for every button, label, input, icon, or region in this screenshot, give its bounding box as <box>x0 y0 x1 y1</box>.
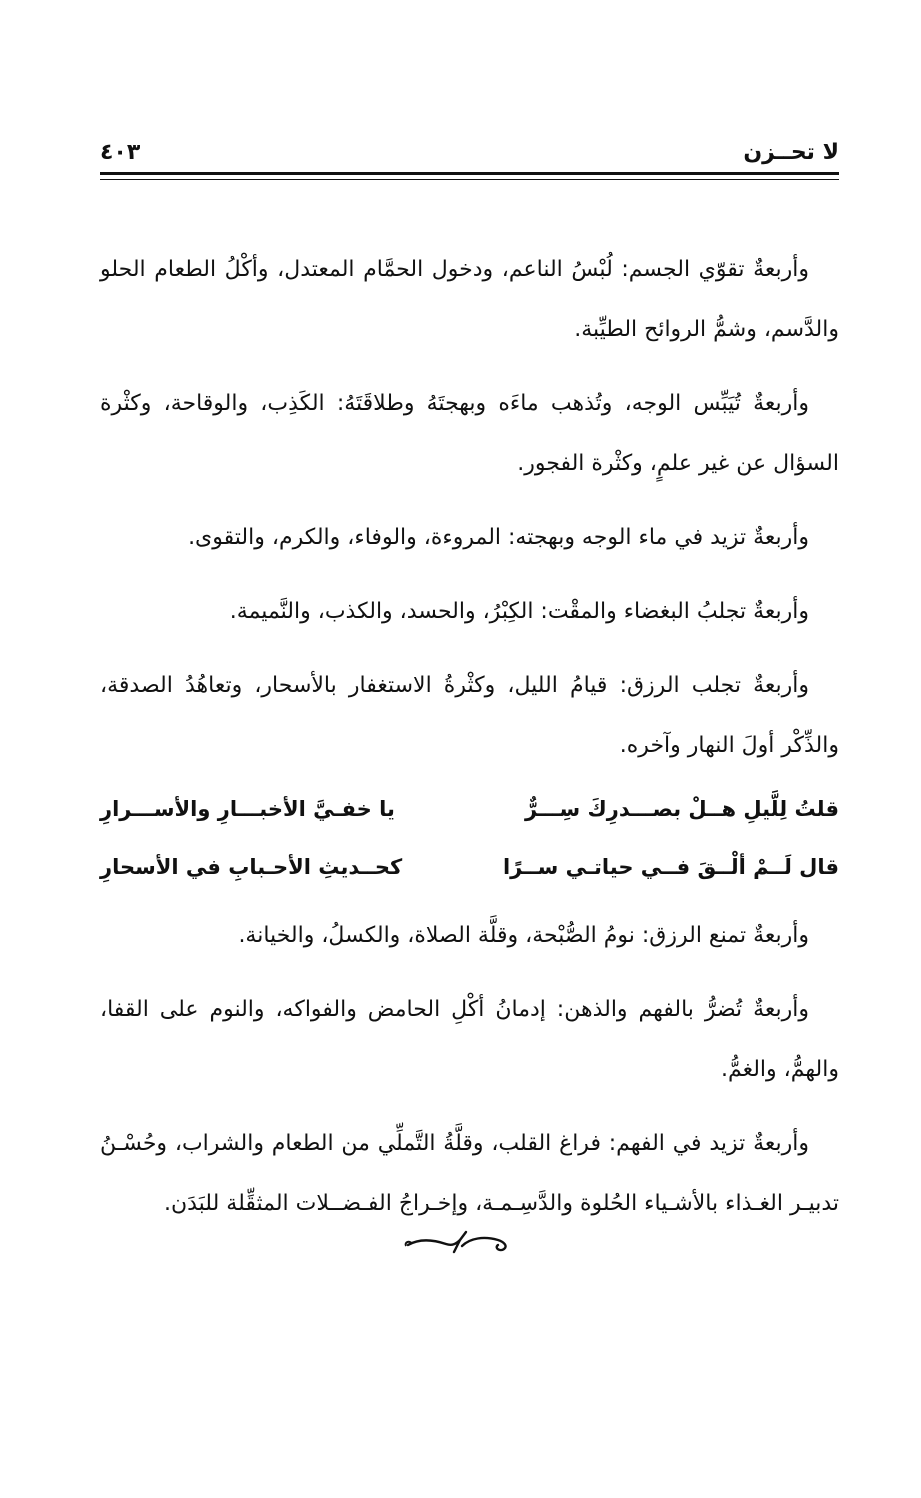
verse-second-hemistich: يا خفـيَّ الأخبـــارِ والأســـرارِ <box>100 797 395 821</box>
paragraph-hatred: وأربعةٌ تجلبُ البغضاء والمقْت: الكِبْرُ، والحسد، والكذب، والنَّميمة. <box>229 599 809 624</box>
page-header <box>100 138 839 168</box>
flourish-ornament-icon <box>400 1228 520 1258</box>
verse-line <box>100 780 839 838</box>
verse-second-hemistich: كحــديثِ الأحـبابِ في الأسحارِ <box>100 855 403 879</box>
paragraph-bring-provision: وأربعةٌ تجلب الرزق: قيامُ الليل، وكثْرةُ الاستغفار بالأسحار، وتعاهُدُ الصدقة، والذِّكْر أولَ النهار وآخره. <box>100 673 839 758</box>
paragraph-block-provision: وأربعةٌ تمنع الرزق: نومُ الصُّبْحة، وقلَّة الصلاة، والكسلُ، والخيانة. <box>238 923 809 948</box>
paragraph-increase-understanding: وأربعةٌ تزيد في الفهم: فراغ القلب، وقلَّةُ التَّملِّي من الطعام والشراب، وحُسْـنُ تدبيـر الغـذاء بالأشـياء الحُلوة والدَّسِـمـة، وإخـراجُ الفـضــلات المثقِّلة للبَدَن. <box>100 1131 839 1216</box>
paragraph-harm-understanding: وأربعةٌ تُضرُّ بالفهم والذهن: إدمانُ أكْلِ الحامض والفواكه، والنوم على القفا، والهمُّ، والغمُّ. <box>100 997 839 1082</box>
header-rule-thick <box>100 172 839 175</box>
paragraph-face-radiance: وأربعةٌ تزيد في ماء الوجه وبهجته: المروءة، والوفاء، والكرم، والتقوى. <box>188 525 809 550</box>
verse-first-hemistich: قلتُ لِلَّيلِ هــلْ بصـــدرِكَ سِـــرٌّ <box>524 797 839 821</box>
running-title: لا تحــزن <box>743 140 839 165</box>
page-body <box>100 240 839 1248</box>
header-rule-thin <box>100 179 839 180</box>
page-number: ٤٠٣ <box>100 140 141 165</box>
paragraph-dry-face: وأربعةٌ تُيَبِّس الوجه، وتُذهب ماءَه وبهجتَهُ وطلاقَتَهُ: الكَذِب، والوقاحة، وكثْرة السؤال عن غير علمٍ، وكثْرة الفجور. <box>100 391 839 476</box>
verse-line <box>100 838 839 896</box>
paragraph-strengthen-body: وأربعةٌ تقوّي الجسم: لُبْسُ الناعم، ودخول الحمَّام المعتدل، وأكْلُ الطعام الحلو والدَّسم، وشمُّ الروائح الطيِّبة. <box>100 257 839 342</box>
verse-first-hemistich: قال لَــمْ ألْــقَ فــي حياتـي ســرًا <box>502 855 839 879</box>
